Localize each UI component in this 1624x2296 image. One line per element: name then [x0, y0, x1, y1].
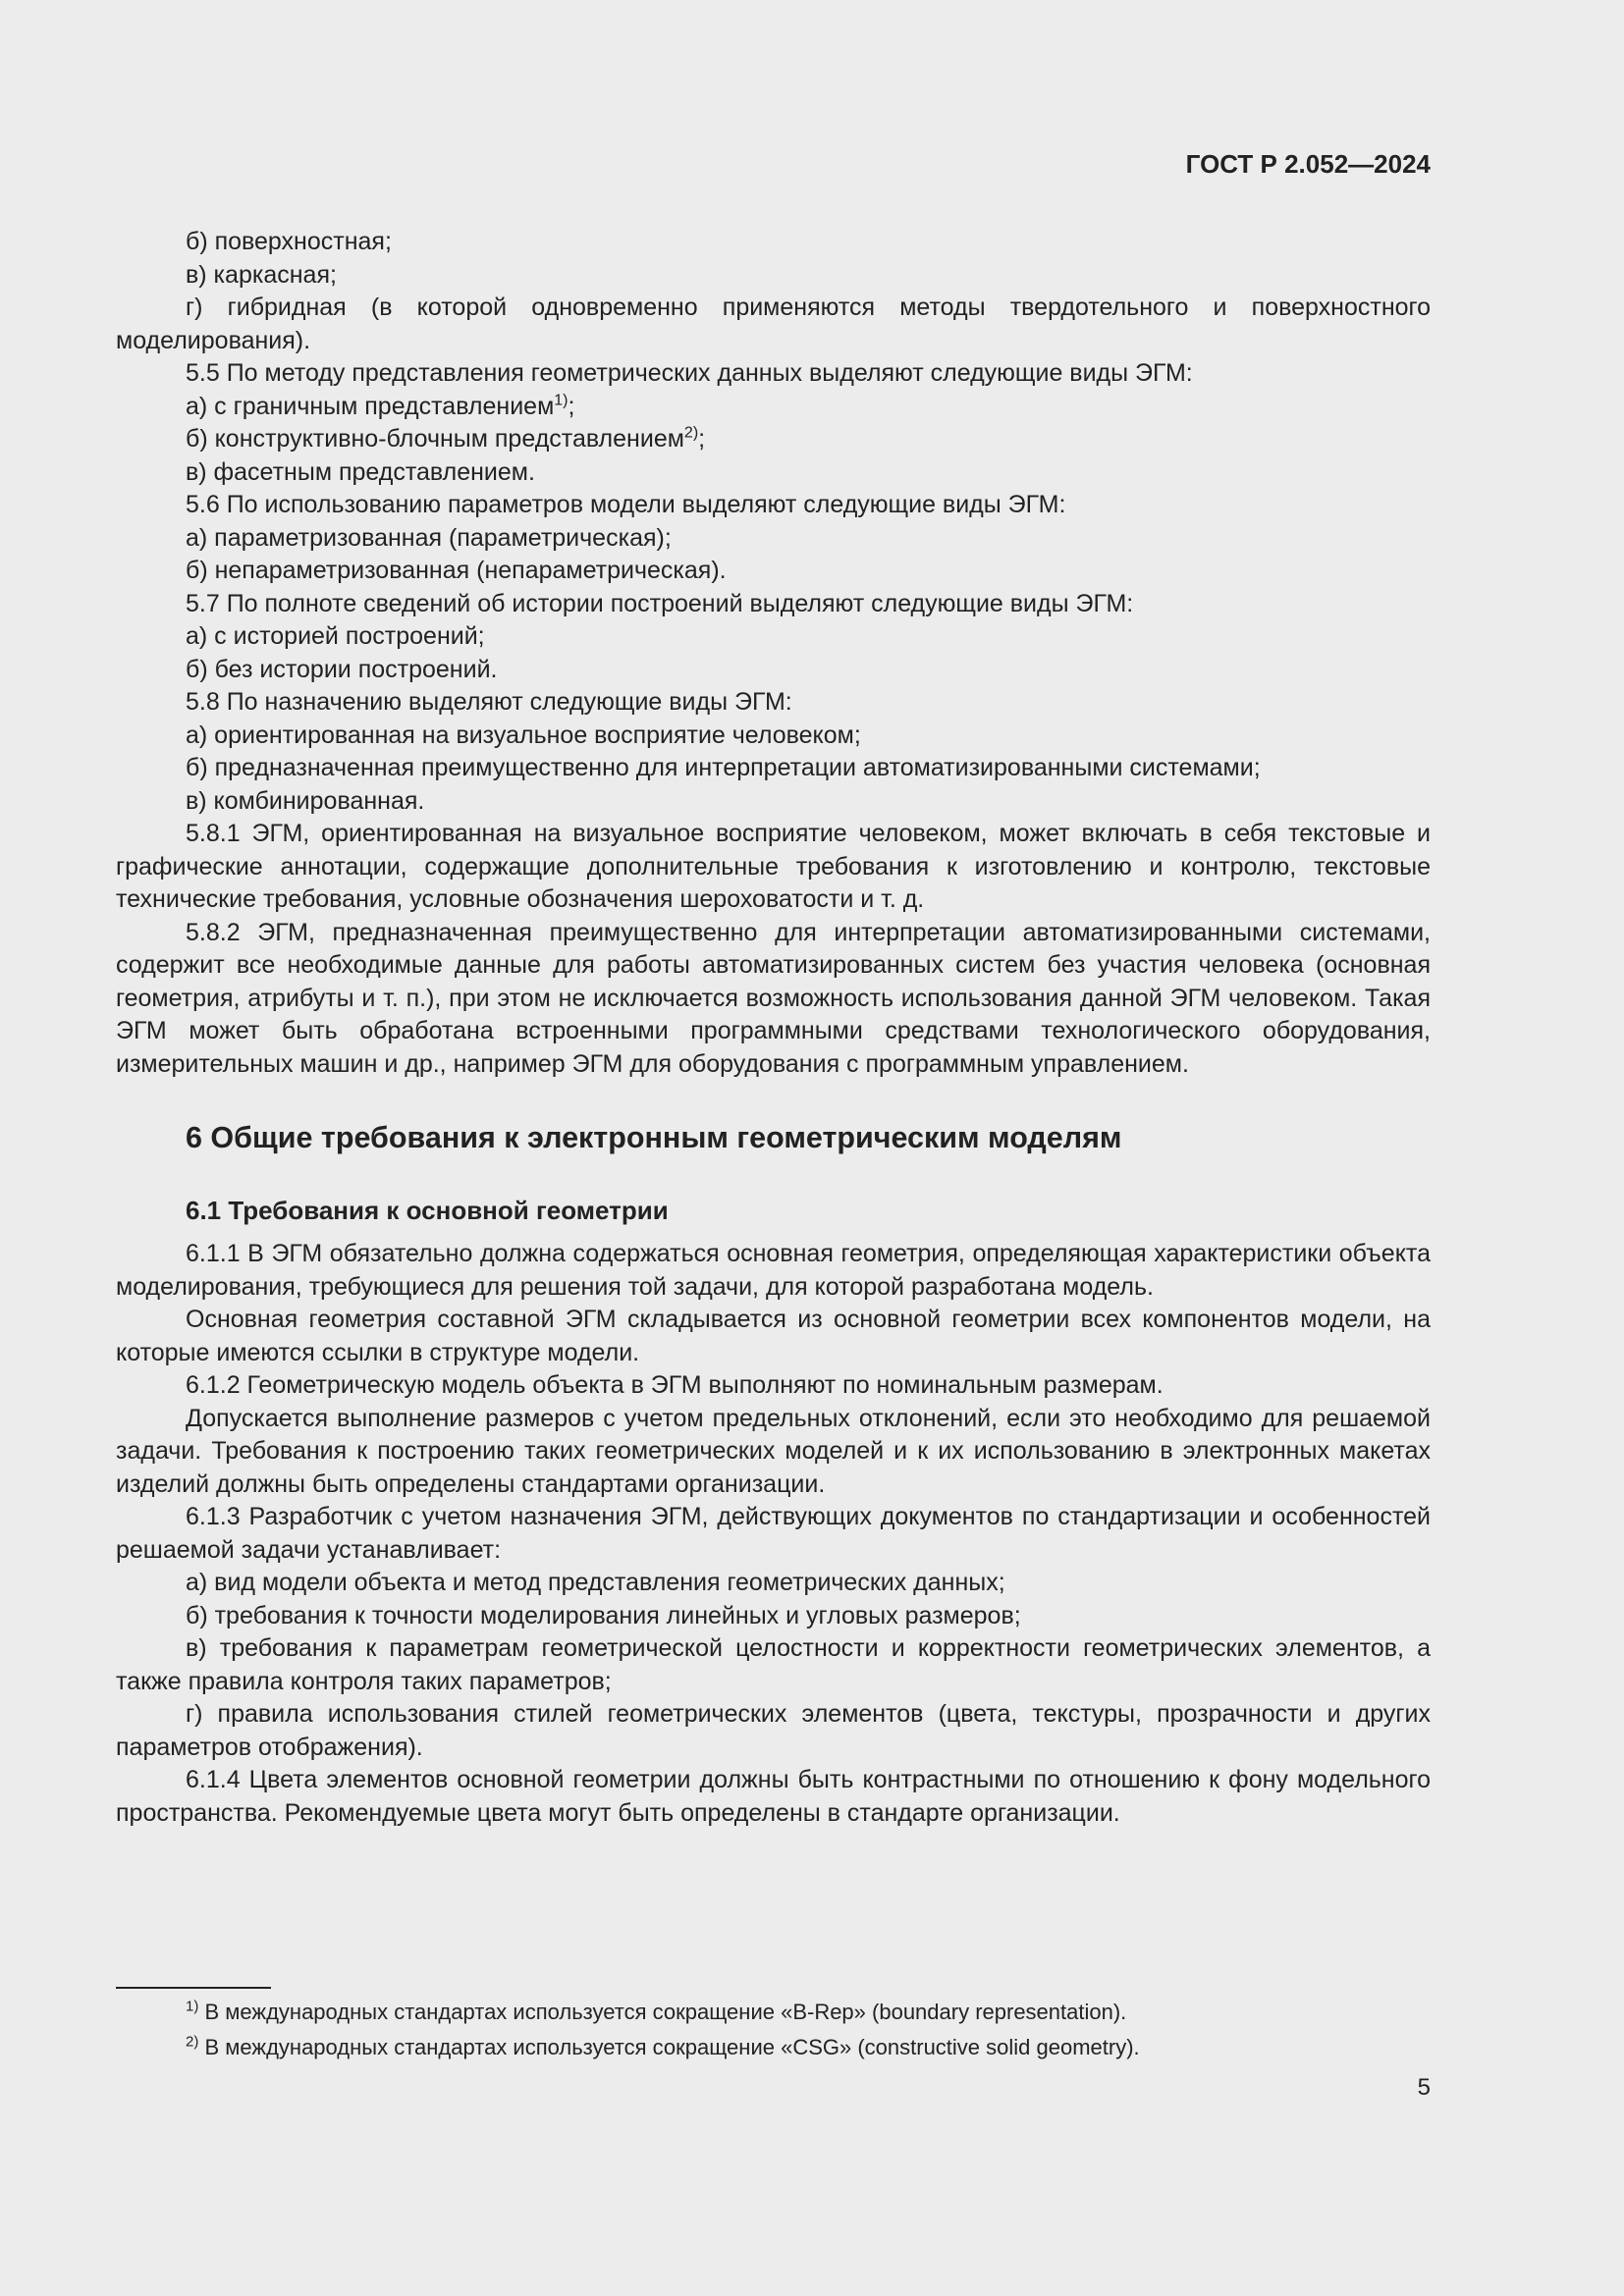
- footnote-text: В международных стандартах используется сокращение «CSG» (constructive solid geometry).: [204, 2035, 1140, 2059]
- document-page: [116, 0, 1431, 2296]
- list-item: б) требования к точности моделирования линейных и угловых размеров;: [186, 1601, 1021, 1629]
- subsection-6-1-heading: 6.1 Требования к основной геометрии: [186, 1196, 669, 1225]
- list-item: а) ориентированная на визуальное восприятие человеком;: [186, 721, 861, 749]
- list-item: а) с граничным представлением$^{1)}$;: [186, 392, 575, 420]
- list-item: в) каркасная;: [186, 260, 337, 289]
- clause-6-1-2: 6.1.2 Геометрическую модель объекта в ЭГМ выполняют по номинальным размерам.: [186, 1371, 1164, 1399]
- list-item: б) поверхностная;: [186, 228, 392, 255]
- clause-5-7: 5.7 По полноте сведений об истории построений выделяют следующие виды ЭГМ:: [186, 589, 1134, 617]
- clause-6-1-1: 6.1.1 В ЭГМ обязательно должна содержаться основная геометрия, определяющая характеристики объекта моделирования, требующиеся для решения той задачи, для которой разработана модель.: [116, 1240, 1431, 1301]
- paragraph: Основная геометрия составной ЭГМ складывается из основной геометрии всех компонентов модели, на которые имеются ссылки в структуре модели.: [116, 1306, 1431, 1366]
- footnote-ref-1[interactable]: 1): [554, 392, 568, 409]
- footnote-mark: 1): [186, 1998, 199, 2015]
- clause-5-8-1: 5.8.1 ЭГМ, ориентированная на визуальное восприятие человеком, может включать в себя текстовые и графические аннотации, содержащие дополнительные требования к изготовлению и контролю, текстовые технические требования, условные обозначения шероховатости и т. д.: [116, 820, 1431, 913]
- list-item: в) фасетным представлением.: [186, 457, 535, 486]
- list-item: а) с историей построений;: [186, 622, 485, 650]
- list-item: в) комбинированная.: [186, 786, 425, 815]
- document-body: [116, 226, 1431, 1830]
- list-item: г) гибридная (в которой одновременно применяются методы твердотельного и поверхностного моделирования).: [116, 294, 1431, 354]
- list-item: б) без истории построений.: [186, 655, 498, 683]
- section-6-heading: 6 Общие требования к электронным геометрическим моделям: [186, 1121, 1122, 1154]
- footnote-2: [116, 2030, 1431, 2065]
- page-number: 5: [1417, 2074, 1431, 2101]
- list-item: б) предназначенная преимущественно для интерпретации автоматизированными системами;: [186, 754, 1261, 781]
- footnote-1: [116, 1995, 1431, 2030]
- list-item: б) непараметризованная (непараметрическая).: [186, 557, 727, 584]
- list-item: б) конструктивно-блочным представлением$^{2)}$;: [186, 424, 706, 453]
- list-item: а) параметризованная (параметрическая);: [186, 523, 672, 552]
- clause-6-1-3: 6.1.3 Разработчик с учетом назначения ЭГМ, действующих документов по стандартизации и особенностей решаемой задачи устанавливает:: [116, 1503, 1431, 1564]
- footnote-mark: 2): [186, 2033, 199, 2051]
- list-item: г) правила использования стилей геометрических элементов (цвета, текстуры, прозрачности и других параметров отображения).: [116, 1700, 1431, 1761]
- list-item: а) вид модели объекта и метод представления геометрических данных;: [186, 1569, 1005, 1596]
- footnote-ref-2[interactable]: 2): [683, 424, 699, 442]
- clause-5-5: 5.5 По методу представления геометрических данных выделяют следующие виды ЭГМ:: [186, 359, 1193, 387]
- list-item: в) требования к параметрам геометрической целостности и корректности геометрических элементов, а также правила контроля таких параметров;: [116, 1634, 1431, 1695]
- clause-5-8-2: 5.8.2 ЭГМ, предназначенная преимущественно для интерпретации автоматизированными системами, содержит все необходимые данные для работы автоматизированных систем без участия человека (основная геометрия, атрибуты и т. п.), при этом не исключается возможность использования данной ЭГМ человеком. Такая ЭГМ может быть обработана встроенными программными средствами технологического оборудования, измерительных машин и др., например ЭГМ для оборудования с программным управлением.: [116, 918, 1431, 1078]
- footnotes: [116, 1995, 1431, 2065]
- paragraph: Допускается выполнение размеров с учетом предельных отклонений, если это необходимо для решаемой задачи. Требования к построению таких геометрических моделей и к их использованию в электронных макетах изделий должны быть определены стандартами организации.: [116, 1404, 1431, 1498]
- clause-5-8: 5.8 По назначению выделяют следующие виды ЭГМ:: [186, 688, 792, 716]
- document-code-header: ГОСТ Р 2.052—2024: [1185, 149, 1431, 179]
- clause-6-1-4: 6.1.4 Цвета элементов основной геометрии должны быть контрастными по отношению к фону модельного пространства. Рекомендуемые цвета могут быть определены в стандарте организации.: [116, 1766, 1431, 1827]
- footnote-separator: [116, 1987, 271, 1989]
- clause-5-6: 5.6 По использованию параметров модели выделяют следующие виды ЭГМ:: [186, 491, 1066, 518]
- footnote-text: В международных стандартах используется сокращение «B-Rep» (boundary representation).: [204, 2000, 1127, 2024]
